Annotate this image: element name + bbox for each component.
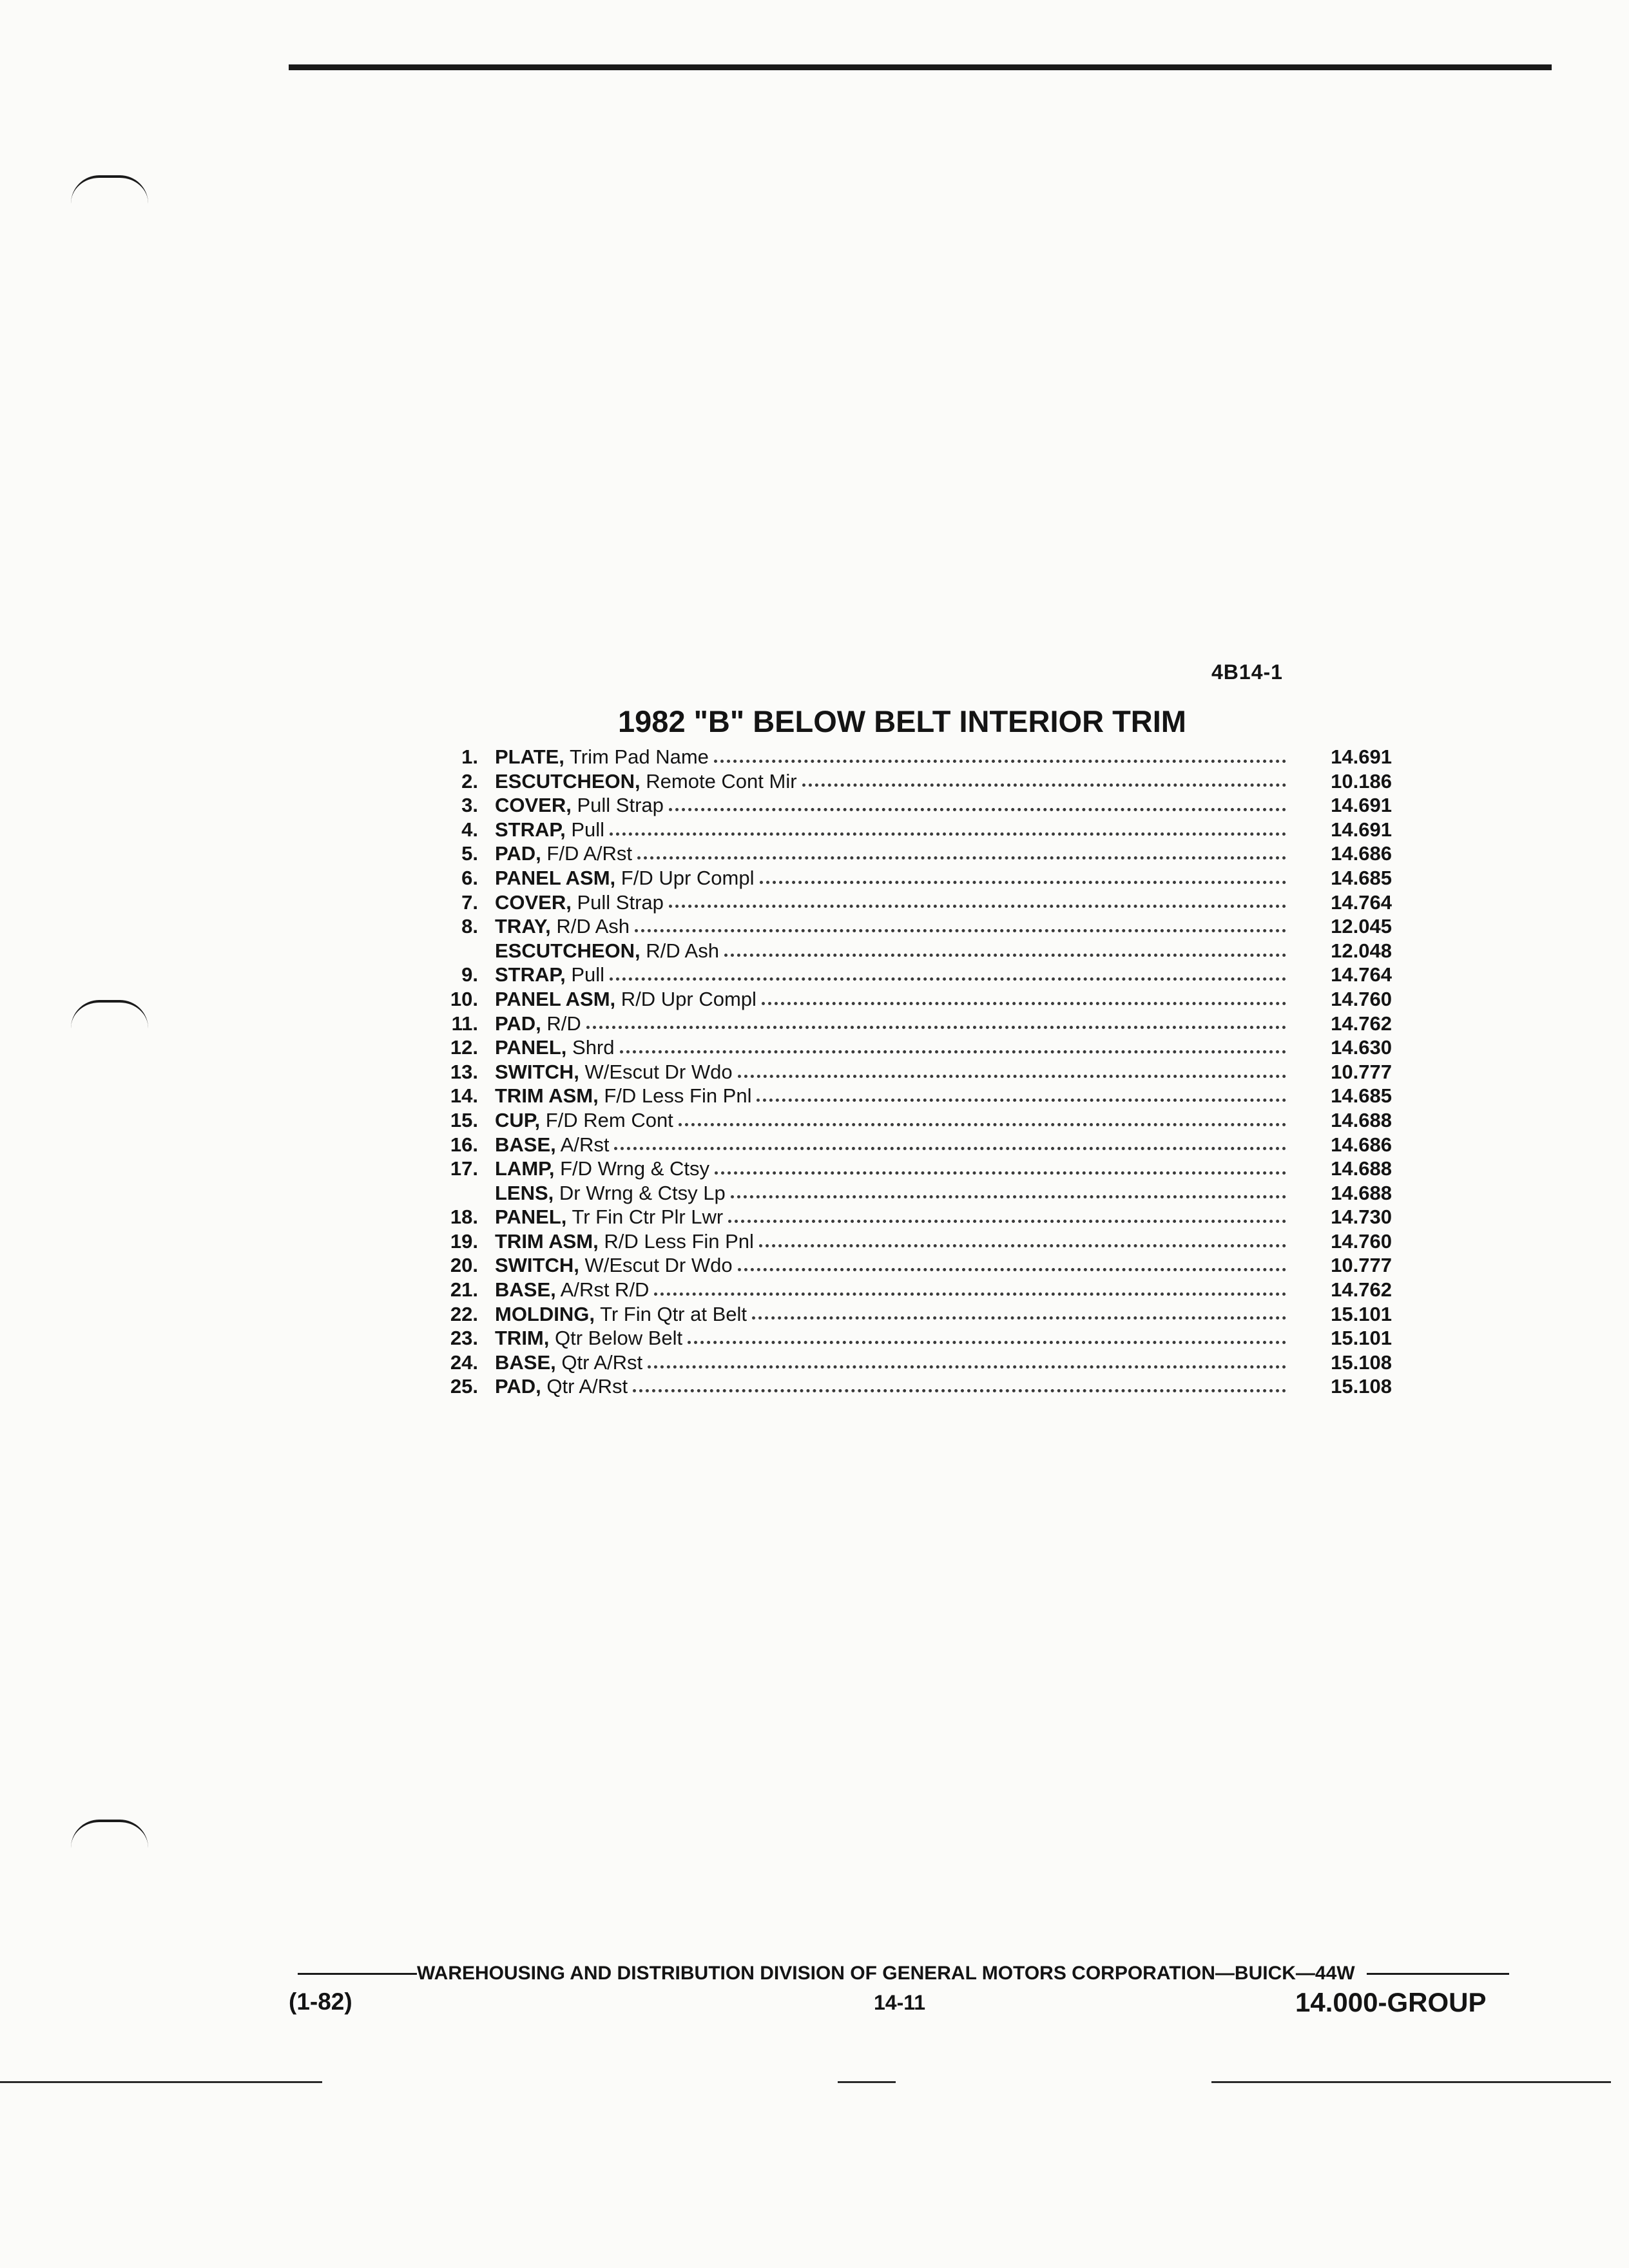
part-description bbox=[478, 1253, 733, 1278]
bottom-rule bbox=[0, 2081, 322, 2083]
part-detail: Trim Pad Name bbox=[570, 745, 709, 768]
part-detail: F/D Less Fin Pnl bbox=[604, 1084, 752, 1108]
part-number: 15. bbox=[450, 1108, 478, 1131]
part-row bbox=[425, 1374, 1398, 1399]
part-number: 2. bbox=[461, 769, 478, 793]
part-row bbox=[425, 987, 1398, 1012]
dot-leader bbox=[635, 928, 1286, 932]
part-row bbox=[425, 841, 1398, 866]
part-number: 21. bbox=[450, 1278, 478, 1302]
group-number: 14.762 bbox=[1331, 1012, 1392, 1035]
part-row bbox=[425, 1326, 1398, 1350]
part-description bbox=[478, 914, 630, 939]
dot-leader bbox=[738, 1074, 1286, 1078]
part-detail: F/D Wrng & Ctsy bbox=[560, 1157, 710, 1180]
part-detail: A/Rst R/D bbox=[560, 1278, 650, 1302]
part-row bbox=[425, 769, 1398, 794]
part-description bbox=[478, 866, 755, 890]
part-name: PANEL ASM, bbox=[495, 987, 616, 1010]
part-name: TRIM ASM, bbox=[495, 1229, 599, 1253]
dot-leader bbox=[752, 1316, 1286, 1320]
dot-leader bbox=[728, 1219, 1286, 1223]
part-description bbox=[478, 1229, 754, 1254]
part-detail: Pull Strap bbox=[577, 890, 664, 914]
dot-leader bbox=[759, 1244, 1286, 1247]
dot-leader bbox=[586, 1025, 1286, 1029]
group-number: 14.688 bbox=[1331, 1157, 1392, 1180]
part-name: PLATE, bbox=[495, 745, 564, 768]
group-number: 10.186 bbox=[1331, 769, 1392, 793]
part-description bbox=[478, 1084, 751, 1108]
dot-leader bbox=[610, 977, 1286, 981]
part-detail: A/Rst bbox=[560, 1133, 610, 1156]
part-number: 16. bbox=[450, 1133, 478, 1156]
dot-leader bbox=[633, 1389, 1286, 1392]
part-detail: R/D bbox=[546, 1012, 581, 1035]
group-number: 14.762 bbox=[1331, 1278, 1392, 1302]
part-name: TRAY, bbox=[495, 915, 551, 938]
part-number: 3. bbox=[461, 794, 478, 817]
part-row bbox=[425, 1350, 1398, 1375]
part-detail: R/D Upr Compl bbox=[621, 987, 757, 1010]
part-row bbox=[425, 1108, 1398, 1133]
part-name: LAMP, bbox=[495, 1157, 555, 1180]
part-row bbox=[425, 914, 1398, 939]
dot-leader bbox=[760, 880, 1287, 884]
part-description bbox=[478, 963, 604, 987]
part-name: BASE, bbox=[495, 1350, 556, 1374]
part-detail: Dr Wrng & Ctsy Lp bbox=[559, 1181, 726, 1204]
part-description bbox=[478, 793, 664, 818]
dot-leader bbox=[731, 1195, 1286, 1198]
part-detail: Pull Strap bbox=[577, 794, 664, 817]
group-number: 14.691 bbox=[1331, 818, 1392, 841]
part-number: 10. bbox=[450, 987, 478, 1010]
part-name: PANEL, bbox=[495, 1206, 567, 1229]
dot-leader bbox=[802, 783, 1286, 787]
part-name: ESCUTCHEON, bbox=[495, 939, 641, 962]
part-description bbox=[478, 841, 632, 866]
dot-leader bbox=[757, 1098, 1286, 1102]
part-name: TRIM, bbox=[495, 1327, 550, 1350]
dot-leader bbox=[724, 953, 1286, 957]
part-name: PANEL, bbox=[495, 1036, 567, 1059]
footer-publisher: WAREHOUSING AND DISTRIBUTION DIVISION OF GENERAL MOTORS CORPORATION—BUICK—44W bbox=[417, 1963, 1355, 1984]
dot-leader bbox=[669, 904, 1286, 908]
dot-leader bbox=[654, 1292, 1286, 1296]
part-name: CUP, bbox=[495, 1108, 541, 1131]
punch-hole-mark bbox=[71, 1820, 148, 1848]
group-number: 15.101 bbox=[1331, 1327, 1392, 1350]
punch-hole-mark bbox=[71, 1000, 148, 1028]
part-name: BASE, bbox=[495, 1278, 556, 1302]
part-number: 20. bbox=[450, 1254, 478, 1277]
bottom-rule bbox=[1211, 2081, 1611, 2083]
group-number: 14.630 bbox=[1331, 1036, 1392, 1059]
part-number: 23. bbox=[450, 1327, 478, 1350]
group-number: 10.777 bbox=[1331, 1060, 1392, 1083]
part-description bbox=[478, 1278, 649, 1302]
parts-list bbox=[425, 745, 1398, 1399]
group-number: 15.108 bbox=[1331, 1375, 1392, 1398]
dot-leader bbox=[620, 1050, 1287, 1053]
part-name: PAD, bbox=[495, 1012, 541, 1035]
part-number: 8. bbox=[461, 915, 478, 938]
part-number: 22. bbox=[450, 1302, 478, 1325]
dot-leader bbox=[648, 1365, 1286, 1369]
part-row bbox=[425, 890, 1398, 915]
dot-leader bbox=[762, 1001, 1286, 1005]
part-description bbox=[478, 1350, 642, 1375]
part-row bbox=[425, 1181, 1398, 1206]
dot-leader bbox=[669, 807, 1286, 811]
part-description bbox=[478, 1157, 709, 1181]
part-detail: Tr Fin Ctr Plr Lwr bbox=[572, 1206, 724, 1229]
part-name: BASE, bbox=[495, 1133, 556, 1156]
part-row bbox=[425, 1253, 1398, 1278]
group-number: 14.686 bbox=[1331, 1133, 1392, 1156]
part-number: 17. bbox=[450, 1157, 478, 1180]
dot-leader bbox=[688, 1340, 1286, 1344]
part-row bbox=[425, 818, 1398, 842]
part-number: 24. bbox=[450, 1350, 478, 1374]
part-detail: Tr Fin Qtr at Belt bbox=[600, 1302, 747, 1325]
part-detail: Qtr A/Rst bbox=[561, 1350, 643, 1374]
part-row bbox=[425, 1157, 1398, 1181]
part-number: 7. bbox=[461, 890, 478, 914]
part-description bbox=[478, 1374, 628, 1399]
dot-leader bbox=[738, 1267, 1286, 1271]
page-code: 4B14-1 bbox=[1211, 660, 1283, 684]
top-rule bbox=[289, 64, 1552, 70]
part-name: SWITCH, bbox=[495, 1254, 579, 1277]
group-number: 14.691 bbox=[1331, 745, 1392, 768]
part-description bbox=[478, 1181, 726, 1206]
part-number: 11. bbox=[451, 1012, 478, 1035]
group-number: 14.764 bbox=[1331, 890, 1392, 914]
part-description bbox=[478, 1012, 581, 1036]
group-number: 14.764 bbox=[1331, 963, 1392, 986]
part-detail: F/D A/Rst bbox=[546, 842, 633, 865]
part-number: 13. bbox=[450, 1060, 478, 1083]
part-number: 25. bbox=[450, 1375, 478, 1398]
part-row bbox=[425, 745, 1398, 769]
part-number: 18. bbox=[450, 1206, 478, 1229]
part-name: PAD, bbox=[495, 1375, 541, 1398]
footer-dash bbox=[1367, 1973, 1509, 1975]
part-detail: W/Escut Dr Wdo bbox=[584, 1254, 733, 1277]
part-description bbox=[478, 818, 604, 842]
part-detail: F/D Rem Cont bbox=[545, 1108, 673, 1131]
group-number: 15.101 bbox=[1331, 1302, 1392, 1325]
part-row bbox=[425, 1205, 1398, 1229]
punch-hole-mark bbox=[71, 175, 148, 204]
part-name: STRAP, bbox=[495, 963, 566, 986]
part-description bbox=[478, 1108, 673, 1133]
footer-group: 14.000-GROUP bbox=[1295, 1987, 1487, 2017]
part-row bbox=[425, 793, 1398, 818]
part-name: COVER, bbox=[495, 794, 572, 817]
part-description bbox=[478, 987, 757, 1012]
part-description bbox=[478, 890, 664, 915]
group-number: 14.760 bbox=[1331, 1229, 1392, 1253]
part-description bbox=[478, 745, 709, 769]
dot-leader bbox=[637, 856, 1286, 860]
bottom-rule bbox=[838, 2081, 896, 2083]
part-description bbox=[478, 1060, 733, 1084]
part-description bbox=[478, 1326, 682, 1350]
part-number: 1. bbox=[461, 745, 478, 768]
group-number: 15.108 bbox=[1331, 1350, 1392, 1374]
part-number: 4. bbox=[461, 818, 478, 841]
group-number: 14.685 bbox=[1331, 1084, 1392, 1108]
group-number: 14.760 bbox=[1331, 987, 1392, 1010]
group-number: 14.688 bbox=[1331, 1181, 1392, 1204]
part-number: 19. bbox=[450, 1229, 478, 1253]
part-detail: Qtr A/Rst bbox=[546, 1375, 628, 1398]
part-detail: Remote Cont Mir bbox=[646, 769, 797, 793]
part-row bbox=[425, 1302, 1398, 1327]
part-description bbox=[478, 1035, 615, 1060]
part-name: LENS, bbox=[495, 1181, 554, 1204]
part-detail: R/D Ash bbox=[556, 915, 630, 938]
part-row bbox=[425, 963, 1398, 987]
group-number: 10.777 bbox=[1331, 1254, 1392, 1277]
footer-date: (1-82) bbox=[289, 1988, 352, 2015]
part-name: MOLDING, bbox=[495, 1302, 595, 1325]
part-detail: Pull bbox=[571, 818, 605, 841]
part-number: 12. bbox=[450, 1036, 478, 1059]
part-detail: R/D Ash bbox=[646, 939, 719, 962]
part-name: ESCUTCHEON, bbox=[495, 769, 641, 793]
part-name: COVER, bbox=[495, 890, 572, 914]
footer-publisher-line bbox=[298, 1963, 1509, 1984]
group-number: 14.691 bbox=[1331, 794, 1392, 817]
part-name: PANEL ASM, bbox=[495, 866, 616, 889]
part-number: 14. bbox=[450, 1084, 478, 1108]
page-title: 1982 "B" BELOW BELT INTERIOR TRIM bbox=[618, 704, 1186, 738]
group-number: 12.048 bbox=[1331, 939, 1392, 962]
part-description bbox=[478, 1133, 609, 1157]
part-row bbox=[425, 1060, 1398, 1084]
part-row bbox=[425, 1035, 1398, 1060]
dot-leader bbox=[679, 1122, 1286, 1126]
dot-leader bbox=[715, 1171, 1286, 1175]
part-description bbox=[478, 939, 719, 963]
part-row bbox=[425, 866, 1398, 890]
part-detail: Pull bbox=[571, 963, 605, 986]
part-name: SWITCH, bbox=[495, 1060, 579, 1083]
footer-dash bbox=[298, 1973, 417, 1975]
part-number: 9. bbox=[461, 963, 478, 986]
group-number: 12.045 bbox=[1331, 915, 1392, 938]
part-number: 6. bbox=[461, 866, 478, 889]
part-detail: R/D Less Fin Pnl bbox=[604, 1229, 754, 1253]
part-name: STRAP, bbox=[495, 818, 566, 841]
part-row bbox=[425, 1012, 1398, 1036]
dot-leader bbox=[614, 1146, 1286, 1150]
dot-leader bbox=[610, 832, 1286, 836]
part-name: TRIM ASM, bbox=[495, 1084, 599, 1108]
group-number: 14.685 bbox=[1331, 866, 1392, 889]
part-number: 5. bbox=[461, 842, 478, 865]
part-row bbox=[425, 1084, 1398, 1108]
part-name: PAD, bbox=[495, 842, 541, 865]
group-number: 14.688 bbox=[1331, 1108, 1392, 1131]
part-description bbox=[478, 1205, 723, 1229]
dot-leader bbox=[714, 759, 1286, 763]
part-detail: F/D Upr Compl bbox=[621, 866, 755, 889]
part-row bbox=[425, 1229, 1398, 1254]
part-row bbox=[425, 1278, 1398, 1302]
part-description bbox=[478, 1302, 747, 1327]
group-number: 14.686 bbox=[1331, 842, 1392, 865]
part-row bbox=[425, 1133, 1398, 1157]
group-number: 14.730 bbox=[1331, 1206, 1392, 1229]
footer-page-number: 14-11 bbox=[874, 1991, 926, 2014]
part-detail: Qtr Below Belt bbox=[555, 1327, 683, 1350]
part-detail: W/Escut Dr Wdo bbox=[584, 1060, 733, 1083]
part-detail: Shrd bbox=[572, 1036, 615, 1059]
part-row bbox=[425, 939, 1398, 963]
part-description bbox=[478, 769, 797, 794]
